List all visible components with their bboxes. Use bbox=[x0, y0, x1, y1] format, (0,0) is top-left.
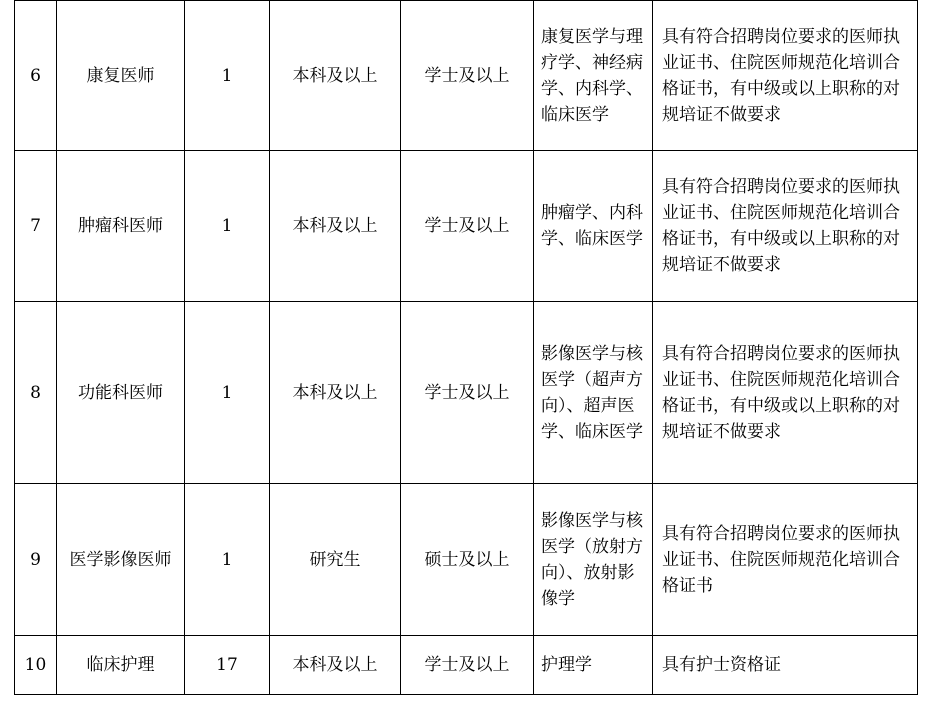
headcount: 1 bbox=[185, 151, 270, 302]
position-name: 医学影像医师 bbox=[57, 484, 185, 636]
other-requirements: 具有护士资格证 bbox=[653, 636, 918, 695]
row-number: 10 bbox=[15, 636, 57, 695]
position-name: 临床护理 bbox=[57, 636, 185, 695]
row-number: 6 bbox=[15, 1, 57, 151]
headcount: 17 bbox=[185, 636, 270, 695]
education-requirement: 本科及以上 bbox=[270, 151, 401, 302]
position-name: 肿瘤科医师 bbox=[57, 151, 185, 302]
major-requirement: 康复医学与理疗学、神经病学、内科学、临床医学 bbox=[534, 1, 653, 151]
major-requirement: 肿瘤学、内科学、临床医学 bbox=[534, 151, 653, 302]
major-requirement: 影像医学与核医学（超声方向）、超声医学、临床医学 bbox=[534, 302, 653, 484]
table-row bbox=[15, 302, 918, 484]
table-row bbox=[15, 1, 918, 151]
table-row bbox=[15, 151, 918, 302]
position-name: 功能科医师 bbox=[57, 302, 185, 484]
major-requirement: 护理学 bbox=[534, 636, 653, 695]
education-requirement: 研究生 bbox=[270, 484, 401, 636]
row-number: 7 bbox=[15, 151, 57, 302]
education-requirement: 本科及以上 bbox=[270, 636, 401, 695]
recruitment-table bbox=[14, 0, 918, 695]
other-requirements: 具有符合招聘岗位要求的医师执业证书、住院医师规范化培训合格证书，有中级或以上职称的对规培证不做要求 bbox=[653, 151, 918, 302]
headcount: 1 bbox=[185, 1, 270, 151]
degree-requirement: 学士及以上 bbox=[401, 302, 534, 484]
headcount: 1 bbox=[185, 302, 270, 484]
education-requirement: 本科及以上 bbox=[270, 1, 401, 151]
degree-requirement: 学士及以上 bbox=[401, 1, 534, 151]
row-number: 8 bbox=[15, 302, 57, 484]
other-requirements: 具有符合招聘岗位要求的医师执业证书、住院医师规范化培训合格证书 bbox=[653, 484, 918, 636]
degree-requirement: 学士及以上 bbox=[401, 636, 534, 695]
row-number: 9 bbox=[15, 484, 57, 636]
table-row bbox=[15, 484, 918, 636]
major-requirement: 影像医学与核医学（放射方向）、放射影像学 bbox=[534, 484, 653, 636]
other-requirements: 具有符合招聘岗位要求的医师执业证书、住院医师规范化培训合格证书，有中级或以上职称的对规培证不做要求 bbox=[653, 1, 918, 151]
headcount: 1 bbox=[185, 484, 270, 636]
table-row bbox=[15, 636, 918, 695]
degree-requirement: 学士及以上 bbox=[401, 151, 534, 302]
other-requirements: 具有符合招聘岗位要求的医师执业证书、住院医师规范化培训合格证书，有中级或以上职称的对规培证不做要求 bbox=[653, 302, 918, 484]
degree-requirement: 硕士及以上 bbox=[401, 484, 534, 636]
position-name: 康复医师 bbox=[57, 1, 185, 151]
education-requirement: 本科及以上 bbox=[270, 302, 401, 484]
